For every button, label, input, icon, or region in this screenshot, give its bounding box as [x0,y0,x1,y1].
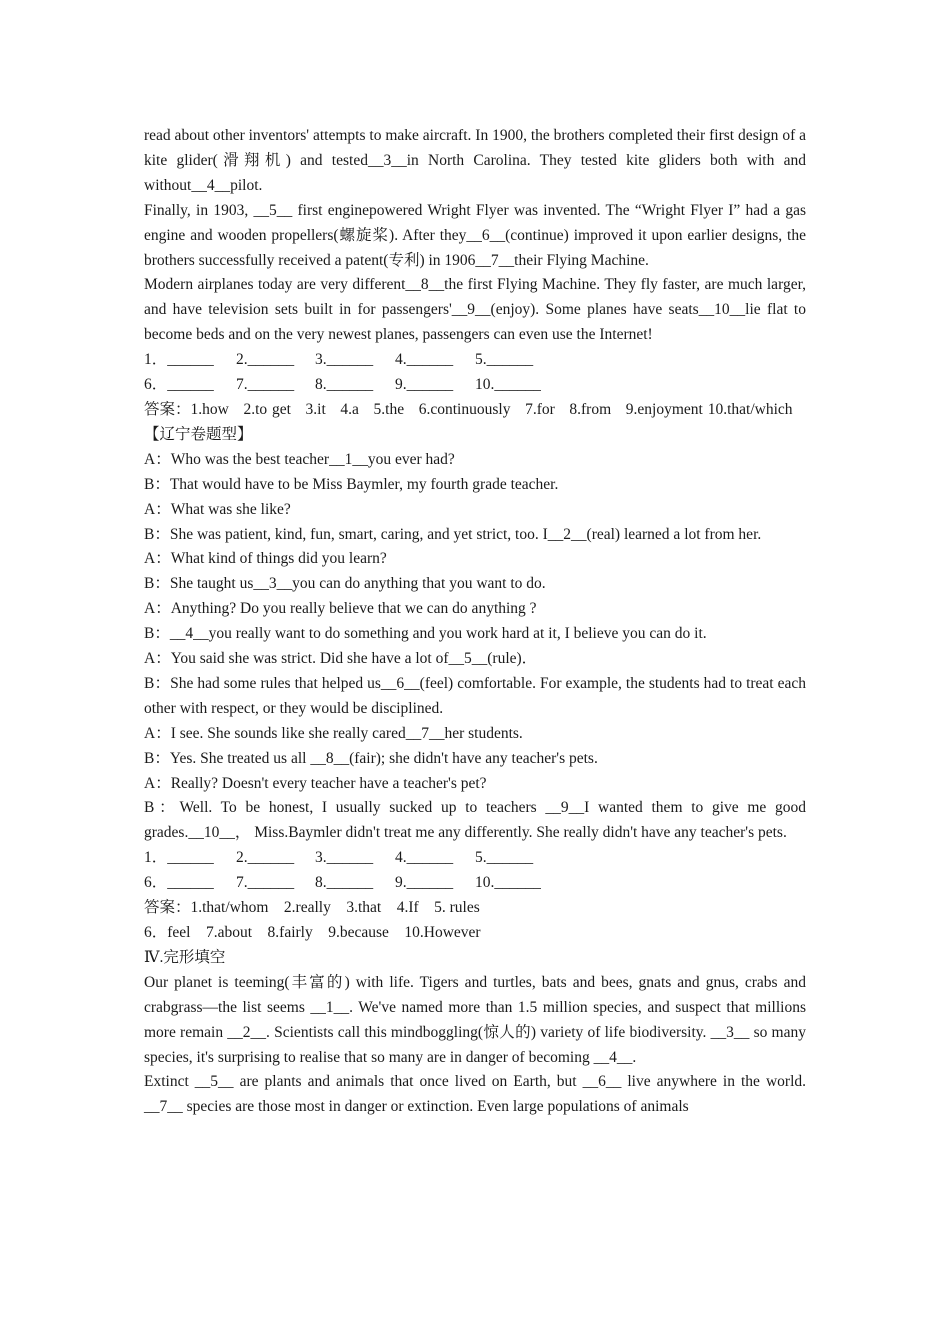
answer-key: 答案：1.how 2.to get 3.it 4.a 5.the 6.continuously 7.for 8.from 9.enjoyment 10.that/which [144,400,793,418]
passage-paragraph: read about other inventors' attempts to make aircraft. In 1900, the brothers completed their first design of a kite glider(滑翔机) and tested__3__in North Carolina. They tested kite gliders both with and without__4__pilot. [144,127,806,194]
blank-row [144,373,806,398]
blank-item: 8.______ [315,874,374,892]
dialogue-line: A：I see. She sounds like she really cared__7__her students. [144,724,523,742]
blank-row [144,871,806,896]
blank-item: 6．______ [144,376,214,394]
blank-item: 7.______ [236,376,295,394]
blank-item: 4.______ [395,351,454,369]
dialogue-line: B：__4__you really want to do something and you work hard at it, I believe you can do it. [144,625,707,643]
passage-paragraph: Extinct __5__ are plants and animals that once lived on Earth, but __6__ live anywhere in the world. __7__ species are those most in danger or extinction. Even large populations of animals [144,1073,806,1116]
answer-key: 6．feel 7.about 8.fairly 9.because 10.However [144,924,481,941]
section-heading: 【辽宁卷题型】 [144,425,253,443]
blank-item: 9.______ [395,376,454,394]
blank-item: 6．______ [144,874,214,892]
dialogue-line: B：She taught us__3__you can do anything that you want to do. [144,575,546,593]
dialogue-line: A：You said she was strict. Did she have a lot of__5__(rule)． [144,650,538,668]
dialogue-line: A：What was she like? [144,500,291,518]
blank-item: 10.______ [475,874,541,892]
blank-item: 1．______ [144,849,214,867]
dialogue-line: A：Really? Doesn't every teacher have a teacher's pet? [144,774,487,792]
blank-item: 3.______ [315,351,374,369]
passage-paragraph: Finally, in 1903, __5__ first enginepowered Wright Flyer was invented. The “Wright Flyer I” had a gas engine and wooden propellers(螺旋桨). After they__6__(continue) improved it upon earlier designs, the brothers successfully received a patent(专利) in 1906__7__their Flying Machine. [144,201,806,269]
blank-item: 7.______ [236,874,295,892]
dialogue-line: B：She had some rules that helped us__6__(feel) comfortable. For example, the students had to treat each other with respect, or they would be disciplined. [144,674,806,717]
dialogue-line: B：Yes. She treated us all __8__(fair); she didn't have any teacher's pets. [144,749,598,767]
dialogue-line: A：Who was the best teacher__1__you ever had? [144,450,455,468]
blank-item: 10.______ [475,376,541,394]
passage-paragraph: Modern airplanes today are very different__8__the first Flying Machine. They fly faster, are much larger, and have television sets built in for passengers'__9__(enjoy). Some planes have seats__10__lie flat to become beds and on the very newest planes, passengers can even use the Internet! [144,276,806,344]
blank-item: 4.______ [395,849,454,867]
blank-row [144,846,806,871]
dialogue-line: B：That would have to be Miss Baymler, my fourth grade teacher. [144,475,559,493]
passage-paragraph: Our planet is teeming(丰富的) with life. Tigers and turtles, bats and bees, gnats and gnus, crabs and crabgrass—the list seems __1__. We've named more than 1.5 million species, and suspect that millions more remain __2__. Scientists call this mindboggling(惊人的) variety of life biodiversity. __3__ so many species, it's surprising to realise that so many are in danger of becoming __4__. [144,973,806,1066]
blank-item: 1．______ [144,351,214,369]
answer-key: 答案：1.that/whom 2.really 3.that 4.If 5. rules [144,899,480,917]
dialogue-line: B：She was patient, kind, fun, smart, caring, and yet strict, too. I__2__(real) learned a lot from her. [144,525,762,543]
section-heading: Ⅳ.完形填空 [144,948,226,966]
document-body [144,124,806,1120]
dialogue-line: A：What kind of things did you learn? [144,550,387,568]
blank-item: 9.______ [395,874,454,892]
dialogue-line: A：Anything? Do you really believe that we can do anything ? [144,600,537,618]
blank-item: 8.______ [315,376,374,394]
dialogue-line: B：Well. To be honest, I usually sucked up to teachers __9__I wanted them to give me good grades.__10__， Miss.Baymler didn't treat me any differently. She really didn't have any teacher's pets. [144,799,806,842]
blank-item: 2.______ [236,849,295,867]
blank-item: 2.______ [236,351,295,369]
blank-item: 5.______ [475,351,534,369]
blank-row [144,348,806,373]
blank-item: 3.______ [315,849,374,867]
blank-item: 5.______ [475,849,534,867]
